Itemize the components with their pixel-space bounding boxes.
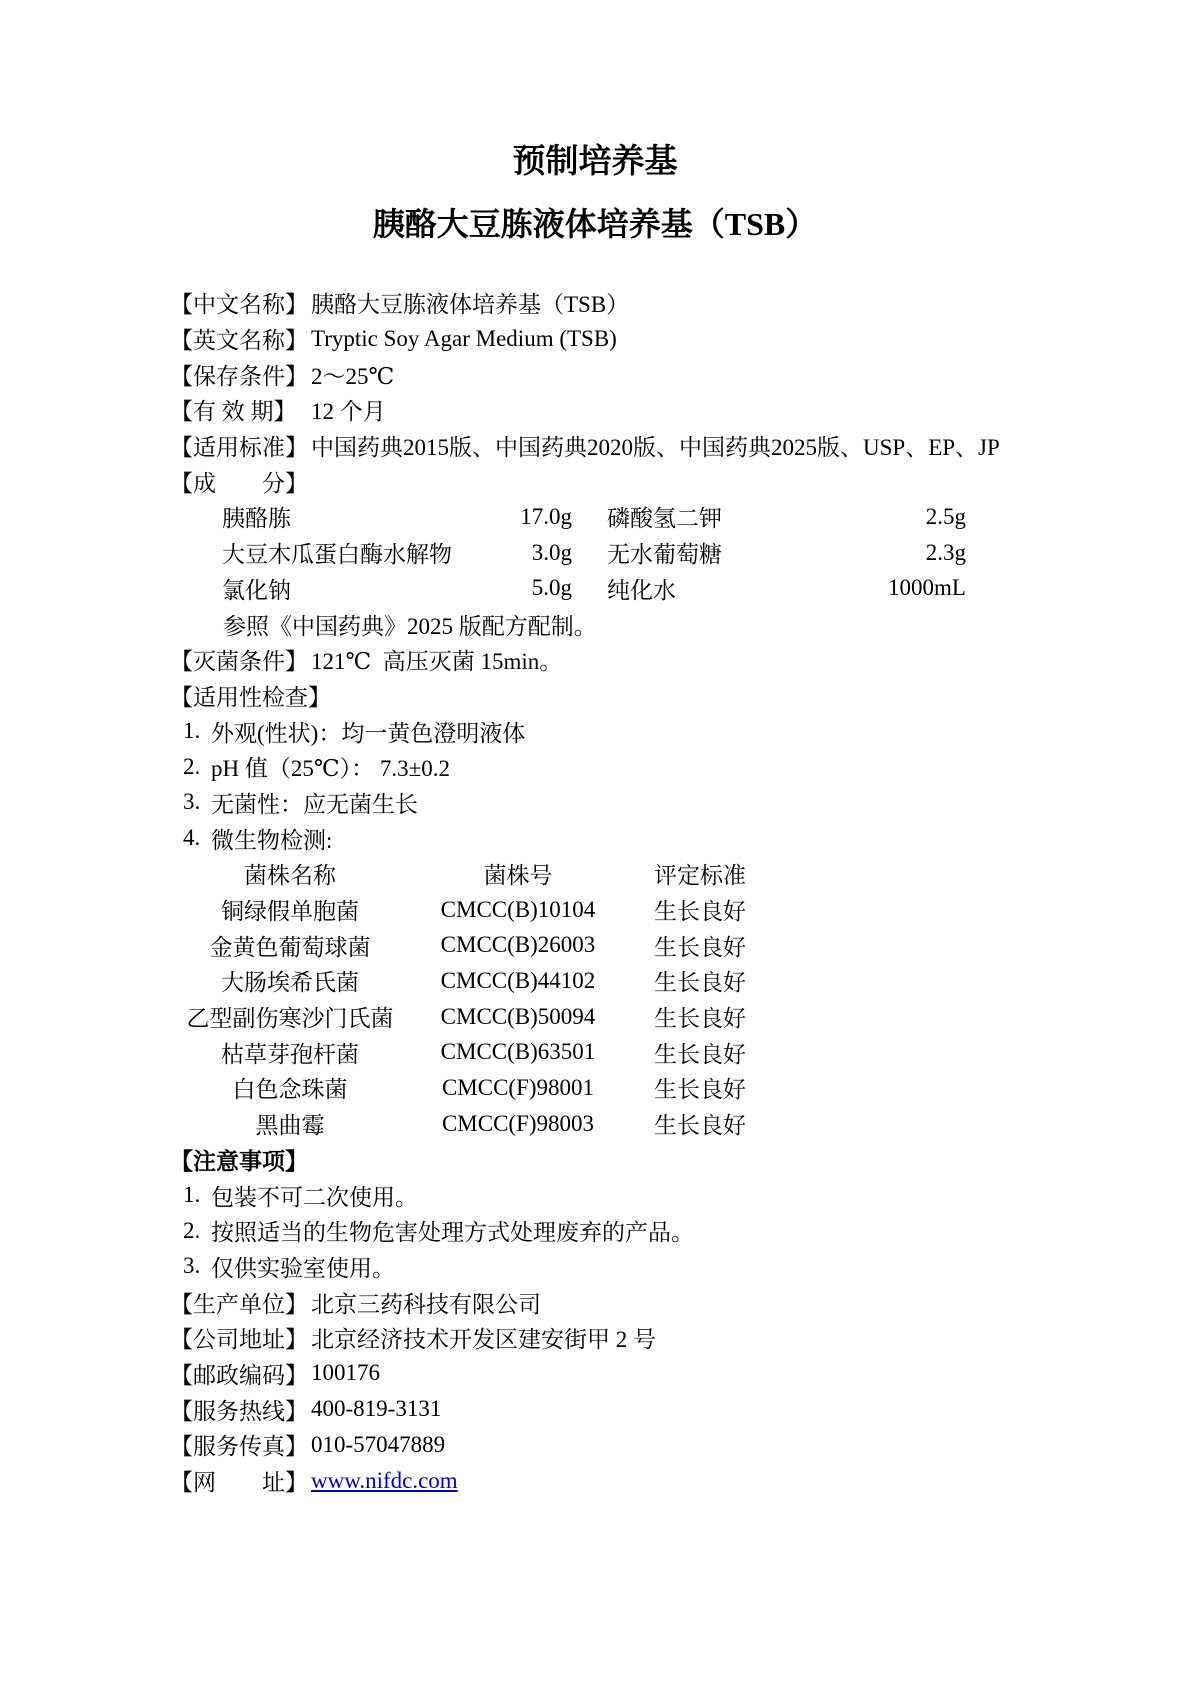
suitability-item	[170, 749, 1020, 785]
field-label: 【灭菌条件】	[170, 649, 308, 675]
section-suitability-heading	[170, 678, 1020, 714]
strain-number: CMCC(B)44102	[440, 967, 596, 993]
list-text: 无菌性：应无菌生长	[211, 791, 418, 817]
strain-number: CMCC(B)26003	[440, 932, 596, 958]
suitability-item	[170, 713, 1020, 749]
field-value: 北京经济技术开发区建安街甲 2 号	[311, 1327, 656, 1353]
strain-table-header	[170, 856, 1020, 892]
strain-number: CMCC(F)98003	[441, 1110, 595, 1136]
strain-table-row	[170, 927, 1020, 963]
field-label: 【有 效 期】	[170, 399, 297, 425]
field-value: 2～25℃	[311, 363, 395, 389]
field-storage-condition	[170, 356, 1020, 392]
field-label: 【生产单位】	[170, 1291, 308, 1317]
strain-name: 大肠埃希氏菌	[221, 970, 359, 996]
strain-table-row	[170, 999, 1020, 1035]
formula-reference-note: 参照《中国药典》2025 版配方配制。	[223, 613, 597, 639]
field-applicable-standards	[170, 428, 1020, 464]
field-label: 【服务传真】	[170, 1434, 308, 1460]
field-postal-code	[170, 1356, 1020, 1392]
list-number: 4.	[183, 825, 201, 851]
field-sterilization-condition	[170, 642, 1020, 678]
strain-standard: 生长良好	[654, 934, 746, 960]
list-number: 1.	[183, 1182, 201, 1208]
strain-standard: 生长良好	[654, 970, 746, 996]
field-label: 【网 址】	[170, 1470, 308, 1496]
list-number: 2.	[183, 1217, 201, 1243]
field-value: 中国药典2015版、中国药典2020版、中国药典2025版、USP、EP、JP	[311, 435, 1000, 461]
ingredient-amount: 17.0g	[520, 503, 572, 529]
strain-standard: 生长良好	[654, 1077, 746, 1103]
field-value: 12 个月	[311, 399, 386, 425]
product-title: 胰酪大豆胨液体培养基（TSB）	[372, 206, 818, 242]
list-text: pH 值（25℃）： 7.3±0.2	[211, 756, 450, 782]
suitability-item	[170, 785, 1020, 821]
field-label: 【中文名称】	[170, 292, 308, 318]
field-value: 121℃ 高压灭菌 15min。	[311, 649, 563, 675]
ingredient-row	[170, 499, 1020, 535]
field-value: 胰酪大豆胨液体培养基（TSB）	[311, 292, 630, 318]
strain-number: CMCC(B)10104	[440, 896, 596, 922]
list-text: 包装不可二次使用。	[211, 1184, 418, 1210]
precaution-item	[170, 1177, 1020, 1213]
strain-name: 黑曲霉	[255, 1113, 325, 1139]
field-manufacturer	[170, 1284, 1020, 1320]
field-value: Tryptic Soy Agar Medium (TSB)	[311, 325, 617, 351]
strain-number: CMCC(F)98001	[441, 1074, 595, 1100]
strain-number: CMCC(B)63501	[440, 1039, 596, 1065]
ingredient-name: 氯化钠	[222, 577, 291, 603]
list-number: 3.	[183, 789, 201, 815]
strain-table-row	[170, 1070, 1020, 1106]
strain-name: 枯草芽孢杆菌	[221, 1041, 359, 1067]
document-title: 预制培养基	[512, 144, 678, 180]
column-header-strain-number: 菌株号	[483, 863, 553, 889]
field-label: 【适用标准】	[170, 435, 308, 461]
list-number: 3.	[183, 1253, 201, 1279]
field-label: 【英文名称】	[170, 328, 308, 354]
ingredient-row	[170, 571, 1020, 607]
ingredient-name: 无水葡萄糖	[607, 542, 722, 568]
strain-name: 铜绿假单胞菌	[221, 899, 359, 925]
strain-table-row	[170, 1034, 1020, 1070]
website-link[interactable]: www.nifdc.com	[311, 1467, 458, 1493]
field-value: 400-819-3131	[311, 1396, 442, 1422]
ingredient-name: 磷酸氢二钾	[607, 506, 722, 532]
strain-name: 金黄色葡萄球菌	[209, 934, 371, 960]
field-label: 【邮政编码】	[170, 1362, 308, 1388]
document-content	[170, 0, 1020, 1498]
field-label: 【保存条件】	[170, 363, 308, 389]
precaution-item	[170, 1213, 1020, 1249]
precaution-item	[170, 1249, 1020, 1285]
field-label: 【适用性检查】	[170, 684, 331, 710]
document-body	[170, 285, 1020, 1498]
strain-number: CMCC(B)50094	[440, 1003, 596, 1029]
ingredient-name: 大豆木瓜蛋白酶水解物	[222, 542, 452, 568]
strain-table-row	[170, 963, 1020, 999]
list-number: 2.	[183, 753, 201, 779]
field-label: 【注意事项】	[170, 1148, 308, 1174]
section-ingredients-heading	[170, 463, 1020, 499]
field-chinese-name	[170, 285, 1020, 321]
field-company-address	[170, 1320, 1020, 1356]
field-label: 【公司地址】	[170, 1327, 308, 1353]
field-value: 北京三药科技有限公司	[311, 1291, 541, 1317]
section-precautions-heading	[170, 1142, 1020, 1178]
ingredient-amount: 2.3g	[925, 539, 966, 565]
field-label: 【成 分】	[170, 470, 308, 496]
list-number: 1.	[183, 718, 201, 744]
strain-name: 白色念珠菌	[232, 1077, 348, 1103]
field-value: 100176	[311, 1360, 380, 1386]
strain-name: 乙型副伤寒沙门氏菌	[186, 1006, 394, 1032]
ingredient-name: 纯化水	[607, 577, 676, 603]
field-label: 【服务热线】	[170, 1398, 308, 1424]
strain-table-row	[170, 892, 1020, 928]
ingredient-row	[170, 535, 1020, 571]
strain-standard: 生长良好	[654, 1006, 746, 1032]
strain-standard: 生长良好	[654, 1041, 746, 1067]
field-website	[170, 1463, 1020, 1499]
ingredient-amount: 3.0g	[531, 539, 572, 565]
field-value: 010-57047889	[311, 1431, 446, 1457]
field-english-name	[170, 321, 1020, 357]
ingredient-amount: 2.5g	[925, 503, 966, 529]
strain-standard: 生长良好	[654, 1113, 746, 1139]
column-header-strain-name: 菌株名称	[244, 863, 336, 889]
ingredient-amount: 1000mL	[888, 575, 966, 601]
list-text: 微生物检测:	[211, 827, 333, 853]
field-service-hotline	[170, 1391, 1020, 1427]
column-header-standard: 评定标准	[654, 863, 746, 889]
list-text: 仅供实验室使用。	[211, 1255, 395, 1281]
strain-standard: 生长良好	[654, 899, 746, 925]
strain-table-row	[170, 1106, 1020, 1142]
suitability-item	[170, 820, 1020, 856]
list-text: 外观(性状)：均一黄色澄明液体	[211, 720, 526, 746]
ingredient-amount: 5.0g	[531, 575, 572, 601]
ingredient-name: 胰酪胨	[222, 506, 291, 532]
field-shelf-life	[170, 392, 1020, 428]
field-service-fax	[170, 1427, 1020, 1463]
list-text: 按照适当的生物危害处理方式处理废弃的产品。	[211, 1220, 694, 1246]
